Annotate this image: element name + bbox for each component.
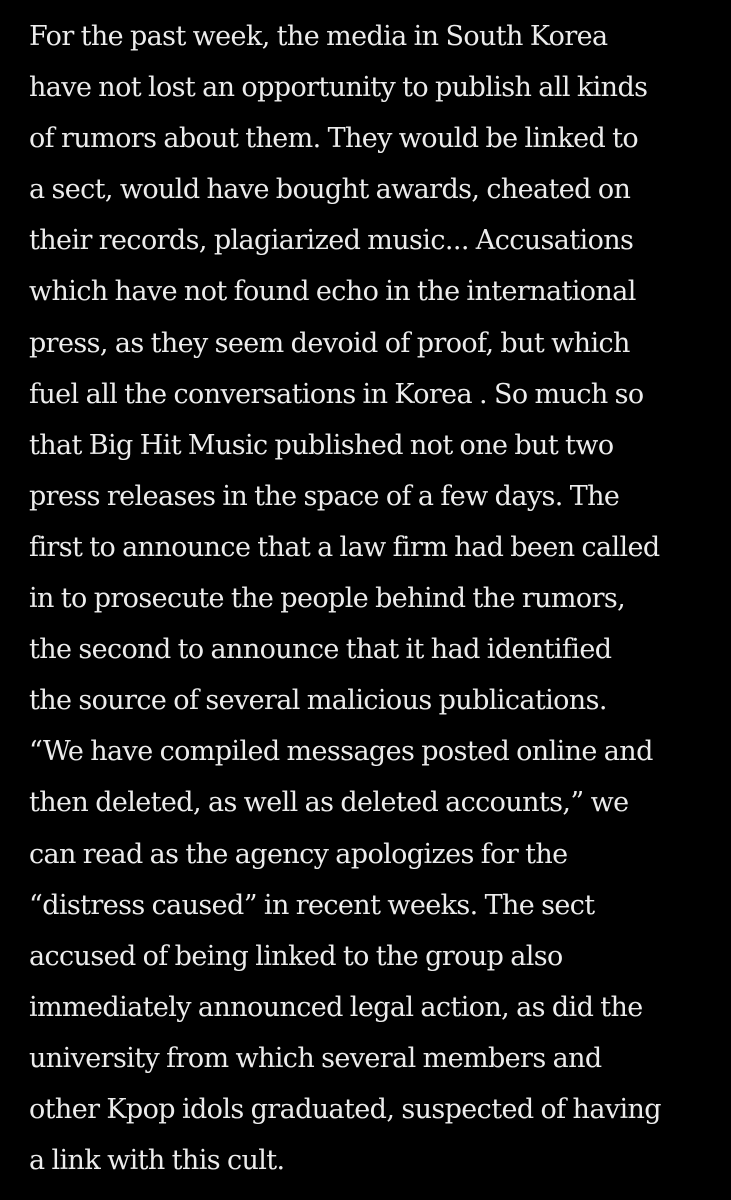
article-line: press, as they seem devoid of proof, but which <box>29 327 630 359</box>
article-line: which have not found echo in the international <box>29 276 636 308</box>
article-line: “distress caused” in recent weeks. The sect <box>29 889 595 921</box>
article-line: fuel all the conversations in Korea . So much so <box>29 378 644 410</box>
article-line: the second to announce that it had identified <box>29 634 612 666</box>
article-line: a sect, would have bought awards, cheated on <box>29 174 631 206</box>
article-line: university from which several members and <box>29 1042 602 1074</box>
article-line: the source of several malicious publications. <box>29 685 607 717</box>
article-line: accused of being linked to the group also <box>29 940 563 972</box>
article-line: a link with this cult. <box>29 1145 285 1177</box>
article-line: can read as the agency apologizes for the <box>29 838 568 870</box>
article-line: immediately announced legal action, as did the <box>29 991 643 1023</box>
article-line: other Kpop idols graduated, suspected of having <box>29 1093 661 1125</box>
article-line: have not lost an opportunity to publish all kinds <box>29 72 648 104</box>
article-line: in to prosecute the people behind the rumors, <box>29 583 626 615</box>
article-line: that Big Hit Music published not one but two <box>29 429 614 461</box>
article-line: For the past week, the media in South Korea <box>29 21 608 52</box>
article-text <box>29 11 719 1186</box>
article-line: of rumors about them. They would be linked to <box>29 123 639 155</box>
article-line: then deleted, as well as deleted accounts,” we <box>29 787 629 819</box>
article-line: press releases in the space of a few days. The <box>29 480 620 512</box>
article-line: first to announce that a law firm had been called <box>29 531 660 563</box>
article-line: their records, plagiarized music... Accusations <box>29 225 634 257</box>
article-line: “We have compiled messages posted online and <box>29 736 653 768</box>
